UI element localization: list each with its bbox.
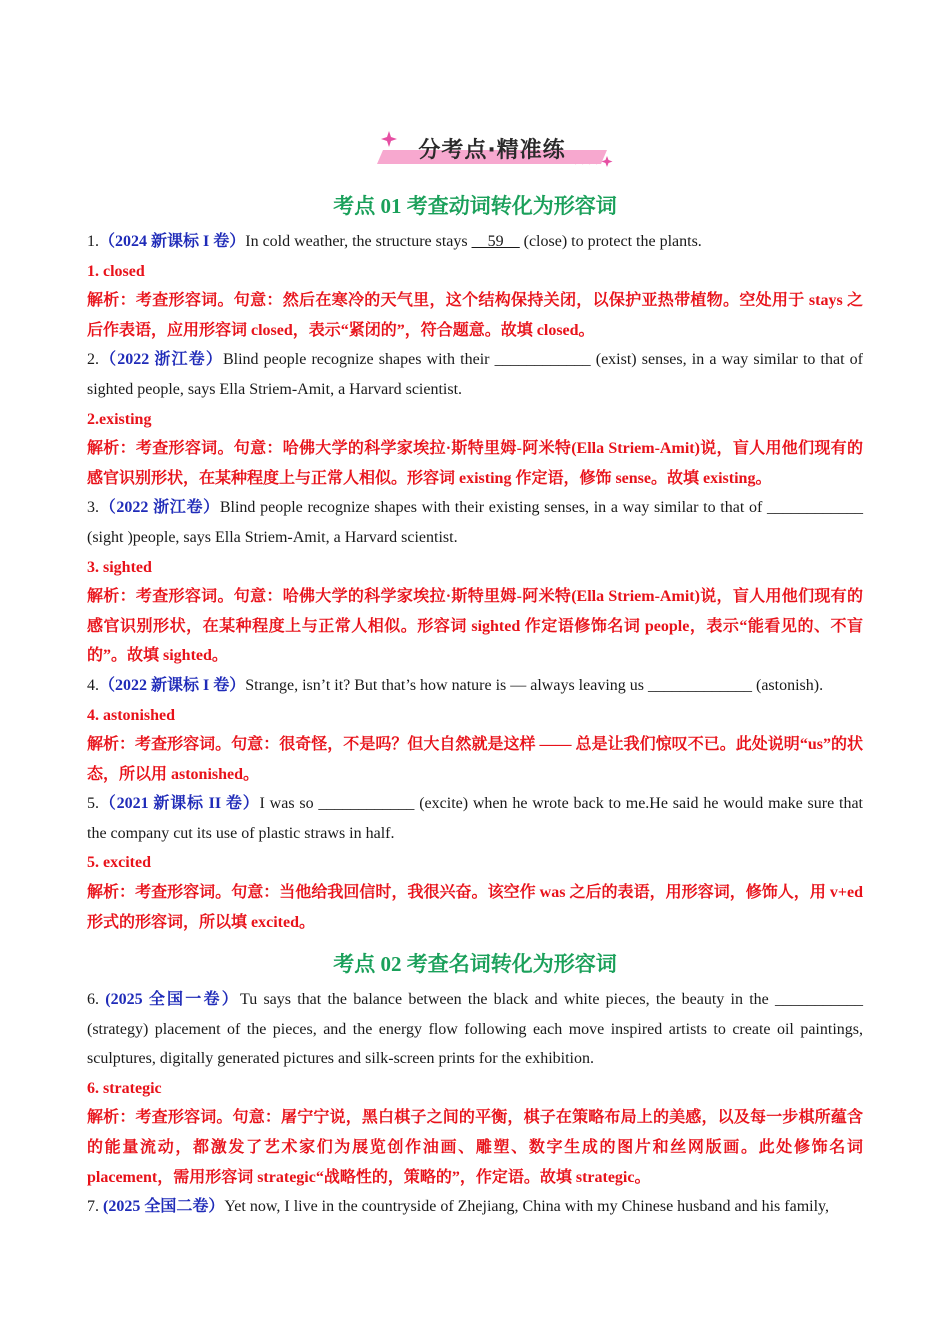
explanation-3: 解析：考查形容词。句意：哈佛大学的科学家埃拉·斯特里姆-阿米特(Ella Striem-Amit)说，盲人用他们现有的感官识别形状，在某种程度上与正常人相似。形容词 sighted 作定语修饰名词 people，表示“能看见的、不盲的”。故填 sighted。 (87, 588, 863, 665)
question-4 (87, 671, 863, 701)
question-text: Strange, isn’t it? But that’s how nature is — always leaving us _____________ (astonish). (245, 676, 824, 694)
question-source: （2022 浙江卷） (99, 499, 220, 517)
question-text: I was so ____________ (excite) when he wrote back to me.He said he would make sure that the company cut its use of plastic straws in half. (87, 795, 863, 842)
banner-title: 分考点·精准练 (418, 138, 566, 163)
question-source: （2021 新课标 II 卷） (99, 795, 260, 813)
question-number: 1. (87, 233, 99, 250)
explanation-5: 解析：考查形容词。句意：当他给我回信时，我很兴奋。该空作 was 之后的表语，用形容词，修饰人，用 v+ed 形式的形容词，所以填 excited。 (87, 884, 863, 931)
question-number: 5. (87, 795, 99, 813)
explanation-4: 解析：考查形容词。句意：很奇怪，不是吗？但大自然就是这样 —— 总是让我们惊叹不已。此处说明“us”的状态，所以用 astonished。 (87, 736, 863, 783)
answer-4: 4. astonished (87, 706, 176, 724)
question-text: Blind people recognize shapes with their ____________ (exist) senses, in a way similar to that of sighted people, says Ella Striem-Amit, a Harvard scientist. (87, 351, 863, 398)
question-source: (2025 全国一卷） (105, 991, 240, 1008)
question-number: 6. (87, 991, 106, 1008)
answer-5: 5. excited (87, 854, 151, 872)
section-02-content (87, 985, 863, 1222)
section-title-01: 考点 01 考查动词转化为形容词 (333, 194, 617, 218)
question-text: Blind people recognize shapes with their existing senses, in a way similar to that of ____________ (sight )people, says Ella Striem-Amit, a Harvard scientist. (87, 499, 863, 546)
question-source: (2025 全国二卷） (103, 1198, 225, 1216)
question-text: In cold weather, the structure stays (245, 233, 472, 250)
question-3 (87, 493, 863, 552)
answer-6: 6. strategic (87, 1079, 162, 1097)
question-number: 4. (87, 676, 99, 694)
answer-3: 3. sighted (87, 558, 152, 576)
question-number: 3. (87, 499, 99, 517)
question-text-end: (close) to protect the plants. (519, 233, 702, 250)
question-text: Tu says that the balance between the black and white pieces, the beauty in the ___________ (strategy) placement of the pieces, and the energy flow following each move inspired artists to create oil paintings, sculptures, digitally generated pictures and silk-screen prints for the exhibition. (87, 991, 864, 1068)
answer-1: 1. closed (87, 262, 145, 280)
answer-2: 2.existing (87, 410, 152, 428)
question-source: （2022 浙江卷） (99, 351, 223, 369)
question-text: Yet now, I live in the countryside of Zhejiang, China with my Chinese husband and his family, (224, 1198, 829, 1216)
question-5 (87, 789, 863, 848)
section-banner (375, 128, 615, 170)
question-source: （2022 新课标 I 卷） (99, 676, 246, 694)
section-01-content (87, 227, 863, 937)
question-6 (87, 985, 863, 1074)
question-7 (87, 1192, 863, 1222)
explanation-2: 解析：考查形容词。句意：哈佛大学的科学家埃拉·斯特里姆-阿米特(Ella Striem-Amit)说，盲人用他们现有的感官识别形状，在某种程度上与正常人相似。形容词 existing 作定语，修饰 sense。故填 existing。 (87, 440, 863, 487)
section-title-02: 考点 02 考查名词转化为形容词 (333, 952, 617, 976)
explanation-6: 解析：考查形容词。句意：屠宁宁说，黑白棋子之间的平衡，棋子在策略布局上的美感，以及每一步棋所蕴含的能量流动，都激发了艺术家们为展览创作油画、雕塑、数字生成的图片和丝网版画。此处修饰名词 placement，需用形容词 strategic“战略性的，策略的”，作定语。故填 strategic。 (87, 1109, 863, 1186)
question-source: （2024 新课标 I 卷） (99, 233, 246, 250)
question-1 (87, 227, 863, 257)
question-2 (87, 345, 863, 404)
question-number: 7. (87, 1198, 103, 1216)
explanation-1: 解析：考查形容词。句意：然后在寒冷的天气里，这个结构保持关闭，以保护亚热带植物。空处用于 stays 之后作表语，应用形容词 closed，表示“紧闭的”，符合题意。故填 closed。 (87, 292, 863, 339)
answer-blank: __59__ (471, 233, 520, 250)
question-number: 2. (87, 351, 99, 369)
